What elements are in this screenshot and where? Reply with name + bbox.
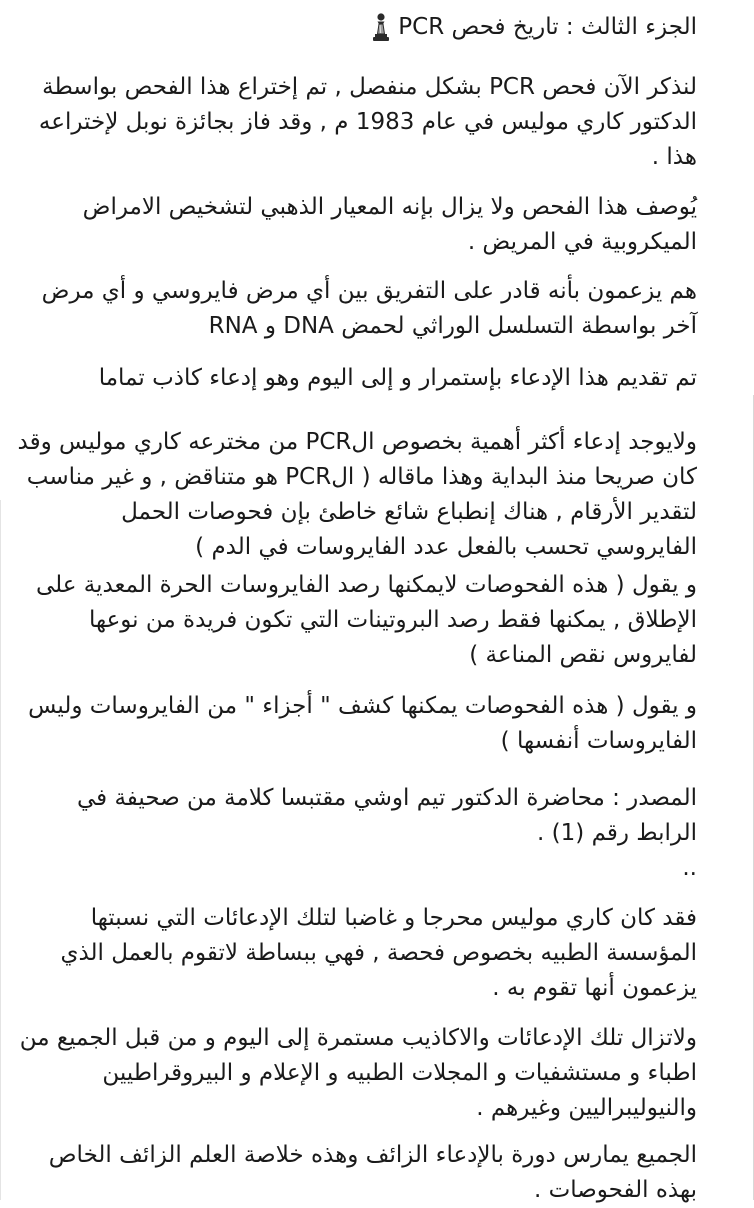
paragraph: و يقول ( هذه الفحوصات يمكنها كشف " أجزاء " من الفايروسات وليس الفايروسات أنفسها ) (28, 693, 697, 754)
left-divider (0, 500, 1, 1200)
paragraph: و يقول ( هذه الفحوصات لايمكنها رصد الفايروسات الحرة المعدية على الإطلاق , يمكنها فقط رصد البروتينات التي تكون فريدة من نوعها لفايروس نقص المناعة ) (35, 572, 697, 668)
paragraph: فقد كان كاري موليس محرجا و غاضبا لتلك الإدعائات التي نسبتها المؤسسة الطبيه بخصوص فحصة , فهي ببساطة لاتقوم بالعمل الذي يزعمون أنها تقوم به . (60, 905, 697, 1001)
paragraph: المصدر : محاضرة الدكتور تيم اوشي مقتبسا كلامة من صحيفة في الرابط رقم (1) . .. (76, 785, 697, 881)
paragraph: تم تقديم هذا الإدعاء بإستمرار و إلى اليوم وهو إدعاء كاذب تماما (98, 365, 697, 391)
paragraph: يُوصف هذا الفحص ولا يزال بإنه المعيار الذهبي لتشخيص الامراض الميكروبية في المريض . (82, 194, 697, 255)
paragraph: الجميع يمارس دورة بالإدعاء الزائف وهذه خلاصة العلم الزائف الخاص بهذه الفحوصات . (48, 1142, 697, 1203)
paragraph: هم يزعمون بأنه قادر على التفريق بين أي مرض فايروسي و أي مرض آخر بواسطة التسلسل الوراثي لحمض DNA و RNA (41, 278, 697, 339)
chess-pawn-icon (370, 12, 392, 42)
paragraph: ولايوجد إدعاء أكثر أهمية بخصوص الPCR من مخترعه كاري موليس وقد كان صريحا منذ البداية وهذا ماقاله ( الPCR هو متناقض , و غير مناسب لتقدير الأرقام , هناك إنطباع شائع خاطئ بإن فحوصات الحمل الفايروسي تحسب بالفعل عدد الفايروسات في الدم ) (17, 429, 697, 560)
paragraph: لنذكر الآن فحص PCR بشكل منفصل , تم إختراع هذا الفحص بواسطة الدكتور كاري موليس في عام 1983 م , وقد فاز بجائزة نوبل لإختراعه هذا . (38, 74, 697, 170)
title-text: الجزء الثالث : تاريخ فحص PCR (398, 14, 697, 40)
page-title (370, 10, 697, 44)
paragraph: ولاتزال تلك الإدعائات والاكاذيب مستمرة إلى اليوم و من قبل الجميع من اطباء و مستشفيات و المجلات الطبيه و الإعلام و البيروقراطيين والنيوليبراليين وغيرهم . (19, 1025, 697, 1121)
